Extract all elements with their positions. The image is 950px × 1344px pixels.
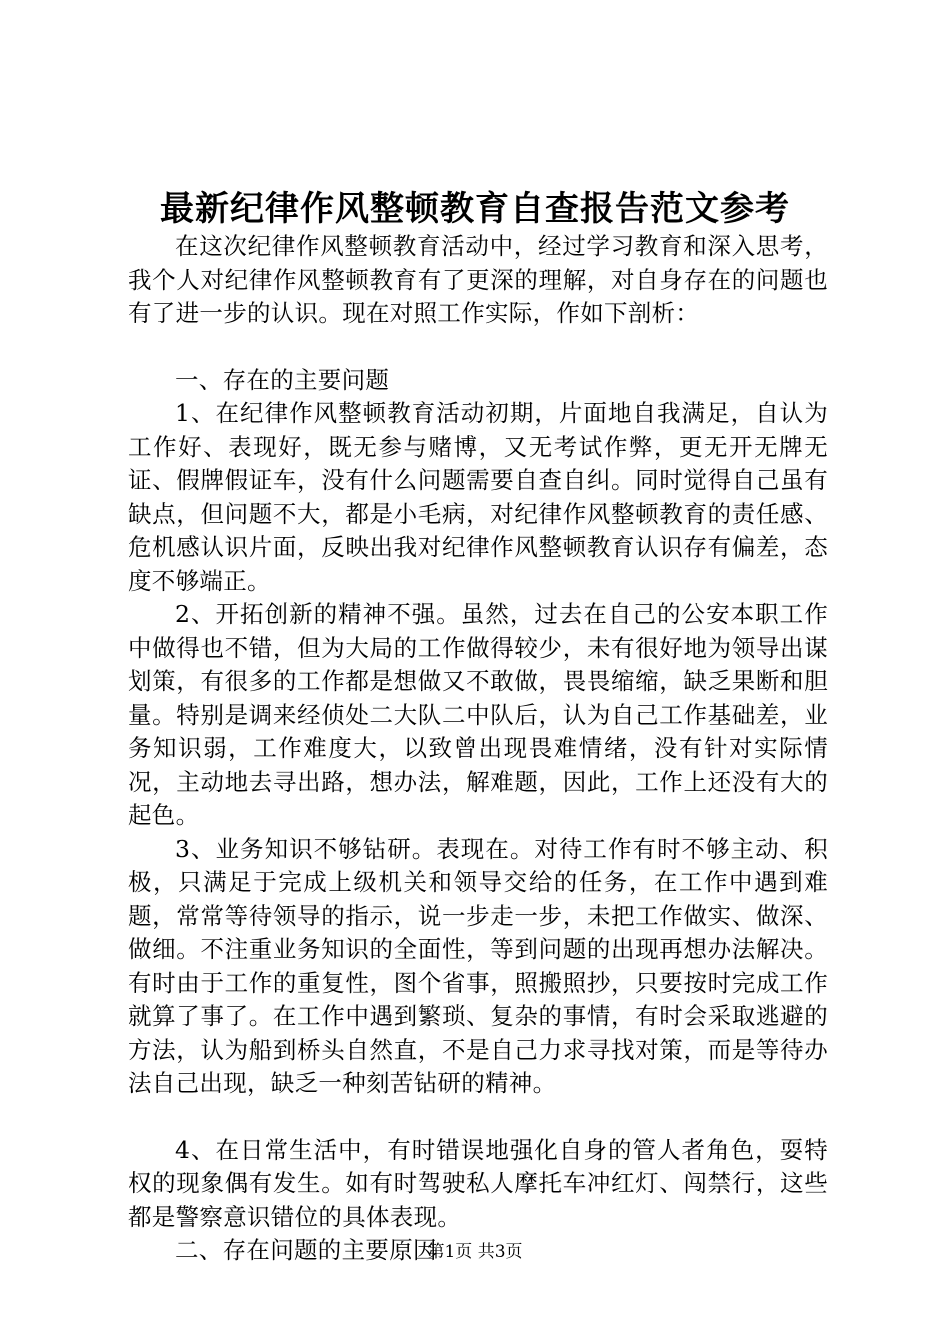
document-title: 最新纪律作风整顿教育自查报告范文参考	[160, 189, 790, 229]
problem-paragraph-4: 4、在日常生活中，有时错误地强化自身的管人者角色，耍特权的现象偶有发生。如有时驾驶私人摩托车冲红灯、闯禁行，这些都是警察意识错位的具体表现。	[128, 1135, 828, 1231]
page-footer: 第1页 共3页	[427, 1242, 523, 1262]
section-heading-causes: 二、存在问题的主要原因	[175, 1236, 437, 1264]
intro-paragraph: 在这次纪律作风整顿教育活动中，经过学习教育和深入思考，我个人对纪律作风整顿教育有了更深的理解，对自身存在的问题也有了进一步的认识。现在对照工作实际，作如下剖析：	[128, 232, 828, 327]
document-body	[128, 230, 828, 1268]
problem-paragraph-3: 3、业务知识不够钻研。表现在。对待工作有时不够主动、积极，只满足于完成上级机关和领导交给的任务，在工作中遇到难题，常常等待领导的指示，说一步走一步，未把工作做实、做深、做细。不注重业务知识的全面性，等到问题的出现再想办法解决。有时由于工作的重复性，图个省事，照搬照抄，只要按时完成工作就算了事了。在工作中遇到繁琐、复杂的事情，有时会采取逃避的方法，认为船到桥头自然直，不是自己力求寻找对策，而是等待办法自己出现，缺乏一种刻苦钻研的精神。	[128, 834, 828, 1097]
problem-paragraph-1: 1、在纪律作风整顿教育活动初期，片面地自我满足，自认为工作好、表现好，既无参与赌博，又无考试作弊，更无开无牌无证、假牌假证车，没有什么问题需要自查自纠。同时觉得自己虽有缺点，但问题不大，都是小毛病，对纪律作风整顿教育的责任感、危机感认识片面，反映出我对纪律作风整顿教育认识存有偏差，态度不够端正。	[128, 399, 828, 595]
section-heading-problems: 一、存在的主要问题	[175, 365, 390, 394]
problem-paragraph-2: 2、开拓创新的精神不强。虽然，过去在自己的公安本职工作中做得也不错，但为大局的工作做得较少，未有很好地为领导出谋划策，有很多的工作都是想做又不敢做，畏畏缩缩，缺乏果断和胆量。特别是调来经侦处二大队二中队后，认为自己工作基础差，业务知识弱，工作难度大，以致曾出现畏难情绪，没有针对实际情况，主动地去寻出路，想办法，解难题，因此，工作上还没有大的起色。	[128, 600, 828, 829]
